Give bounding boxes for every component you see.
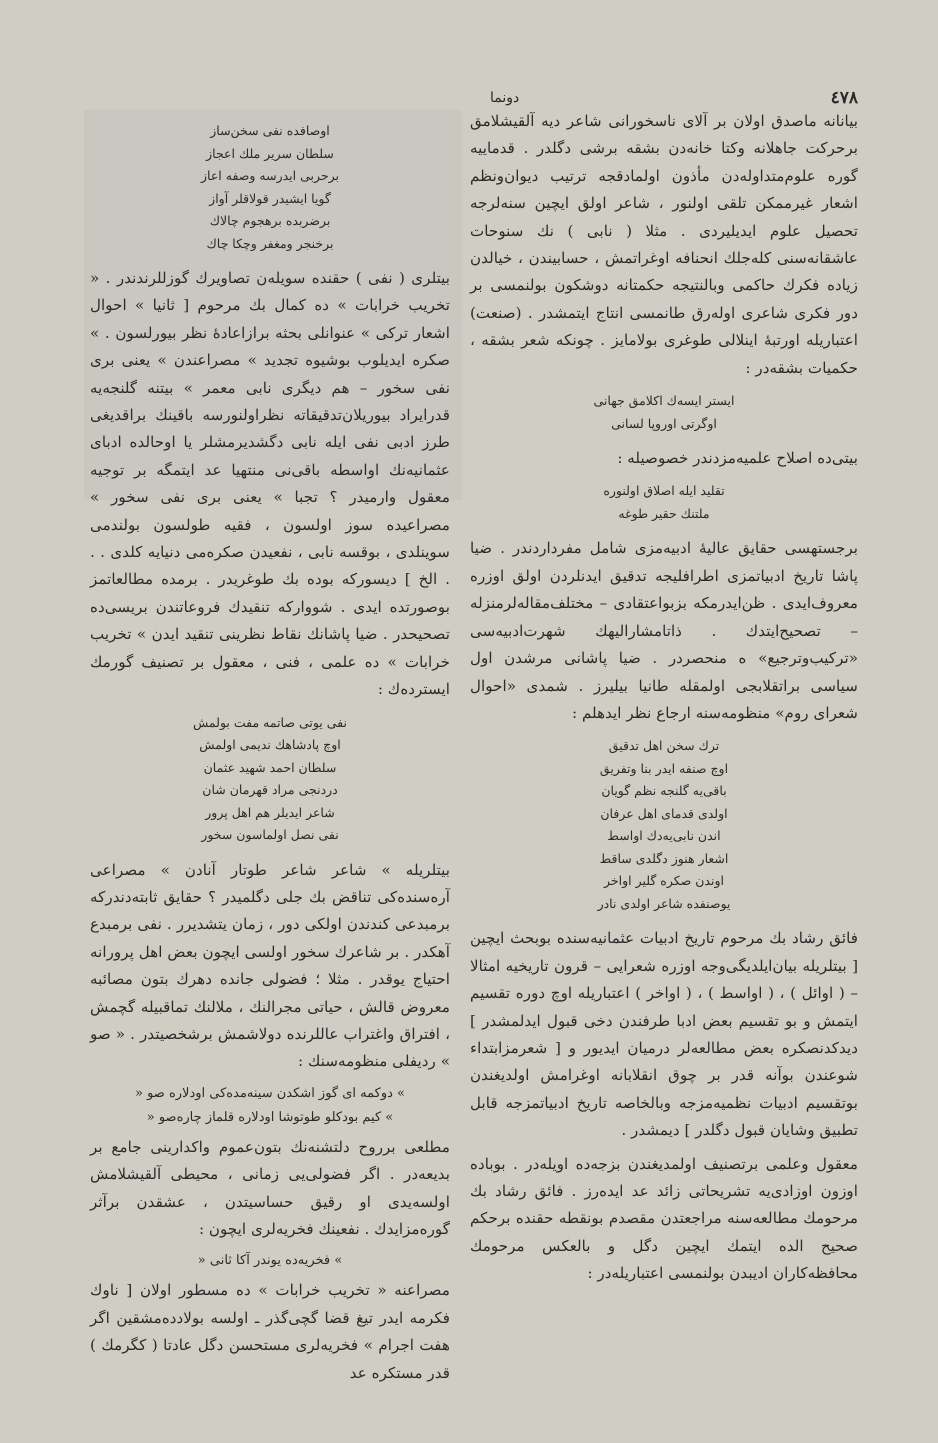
verse-block	[470, 480, 858, 525]
left-column	[90, 112, 450, 1393]
verse-line: تقلید ایله اصلاق اولنوره	[603, 483, 725, 499]
verse-block	[90, 120, 450, 255]
verse-line: دردنجی مراد قهرمان شان	[202, 782, 338, 797]
right-column	[470, 108, 858, 1294]
verse-line: برحربی ایدرسه وصفه اعاز	[201, 168, 339, 183]
verse-block	[90, 712, 450, 847]
page-number: ٤٧٨	[830, 88, 858, 108]
verse-line: نفی نصل اولماسون سخور	[201, 827, 339, 842]
paragraph: معقول وعلمی برتصنیف اولمدیغندن بزجه‌ده اویله‌در . بوباده اوزون اوزادی‌یه تشریحاتی زائد عد ایده‌رز . فائق رشاد بك مرحومك مطالعه‌سنه مراجعتدن مقصدم بونقطه حقنده برحکم صحیح الده ایتمك ایچین دگل و بالعکس مرحومك محافظه‌کاران ادیبدن بولنمسی اعتباریله‌در :	[470, 1154, 858, 1283]
paragraph: فائق رشاد بك مرحوم تاریخ ادبیات عثمانیه‌سنده بوبحث ایچین [ بیتلریله بیان‌ایلدیگی‌وجه اوزره شعرایی – قرون تاریخیه امثالا – ( اوائل ) ، ( اواسط ) ، ( اواخر ) اعتباریله اوچ دوره تقسیم ایتمش و بو تقسیم بعض ادبا طرفندن دخی قبول ایدلمشدر ] دیدکدنصکره بعض مطالعه‌لر درمیان ایدیور و [ شعرمزابتداء شوعندن بوآنه قدر بر چوق انقلابانه اوغرامش اولدیغندن بوتقسیم ادبیات نظمیه‌مزجه وبالخاصه تاریخ ادبیاتمزجه قابل تطبیق وشایان قبول دگلدر ] دیمشدر .	[470, 929, 858, 1140]
verse-line: گویا ایشیدر قولاقلر آواز	[209, 190, 331, 206]
verse-block	[470, 735, 858, 915]
running-title: دونما	[490, 90, 520, 106]
verse-line: اندن نابی‌یه‌دك اواسط	[607, 828, 721, 844]
verse-line: ترك سخن اهل تدقیق	[608, 738, 720, 754]
paragraph: برجستهسی حقایق عالیهٔ ادبیه‌مزی شامل مفرداردندر . ضیا پاشا تاریخ ادبیاتمزی اطرافلیجه تدقیق ایدنلردن اولق اوزره معروف‌ایدی . ظن‌ایدرمکه بزبواعتقادی – مختلف‌مقاله‌لرمنزله – تصحیح‌ایتدك . ذاتا‌مشارالیهك شهرت‌ادبیه‌سی «ترکیب‌وترجیع» ه منحصردر . ضیا پاشانی مرشدن اول سیاسی براتقلابجی اولمقله طانیا بیلیرز . شمدی «احوال شعرای روم» منظومه‌سنه ارجاع نظر ایدهلم :	[470, 539, 858, 722]
verse-line: » دوکمه ای گوز اشکدن سینه‌مده‌کی اودلاره صو «	[135, 1085, 405, 1101]
verse-block	[90, 1249, 450, 1273]
verse-line: اوندن صکره گلیر اواخر	[604, 873, 724, 889]
verse-line: باقی‌یه گلنجه نظم گویان	[601, 783, 727, 799]
verse-line: برضربده برهجوم چالاك	[209, 213, 331, 228]
verse-line: شاعر ایدیلر هم اهل پرور	[205, 804, 335, 820]
paragraph: بیتلری ( نفی ) حقنده سویله‌ن تصاویرك گوزللرندندر . « تخریب خرابات » ده کمال بك مرحوم [ ثانیا » احوال اشعار ترکی » عنوانلی بحثه برازاعادهٔ نظر بیورلسون . » صکره ایدیلوب بوشیوه تجدید » مصراعندن » یعنی بری نفی سخور – هم دیگری نابی معمر » بیتنه گلنجه‌یه قدرایراد بیوریلان‌تدقیقاته نظراولنورسه باقینك براقدیغی طرز ادبی نفی ایله نابی دگشدیرمشلر یا اوحالده ادبای عثمانیه‌نك اواسطه باقی‌نی منتهیا عد ایتمگه بر توجیه معقول وارمیدر ؟ تجبا » یعنی بری نفی سخور » مصراعیده سوز اولسون ، فقیه طولسون بولندمی سوینلدی ، بوقسه نابی ، نفعیدن صکره‌می دنیایه کلدی . . . الخ ] دیسورکه بوده بك طوغریدر . برمده مطالعاتمز بوصورتده ایدی . شووارکه تنقیدك فروعاتندن بریسی‌ده تصحیحدر . ضیا پاشانك نقاط نظرینی تنقید ایدن » تخریب خرابات » ده علمی ، فنی ، معقول بر تصنیف گورمك ایسترده‌ك :	[90, 269, 450, 699]
paragraph: بیتلریله » شاعر شاعر طوتار آنادن » مصراعی آره‌سنده‌کی تناقض بك جلی دگلمیدر ؟ حقایق ثابته‌دندرکه برمبدعی کندندن اولکی دور ، زمان یتشدیرر . نفی برمبدع آهکدر . بر شاعرك سخور اولسی ایچون بعض اهل پرورانه احتیاج یوقدر . مثلا ؛ فضولی جانده دهرك بتون مصائبه معروض قالش ، حیاتی مجرالنك ، ملالنك تماقبیله گچمش ، افتراق واغتراب عاللرنده دولاشمش برشخصیتدر . « صو » ردیفلی منظومه‌سنك :	[90, 860, 450, 1071]
paragraph: مصراعنه « تخریب خرابات » ده مسطور اولان [ ناوك فکرمه ایدر تیغ قضا گچی‌گذر ـ اولسه بولادده‌مشقین اگر هفت اجرام » فخریه‌لری مستحسن دگل عادتا ( کگرمك ) قدر مستکره عد	[90, 1281, 450, 1382]
verse-line: برخنجر ومغفر وچکا چاك	[206, 235, 334, 251]
verse-line: اوگرتی اوروپا لسانی	[611, 415, 717, 431]
verse-block	[470, 390, 858, 435]
verse-line: ملتنك حقیر طوغه	[618, 505, 710, 521]
verse-line: » کیم بودکلو طوتوشا اودلاره قلماز چاره‌صو «	[146, 1109, 394, 1125]
verse-line: اوصافده نفی سخن‌ساز	[210, 123, 330, 138]
verse-line: سلطان سریر ملك اعجاز	[206, 145, 334, 161]
paragraph: مطلعی برروح دلتشنه‌نك بتون‌عموم واکدارینی جامع بر بدیعه‌در . اگر فضولی‌یی زمانی ، محیطی آلقیشلامش اولسه‌یدی او رقیق حساسیتدن ، عشقدن برآثر گوره‌مزایدك . نفعینك فخریه‌لری ایچون :	[90, 1137, 450, 1238]
page-header	[60, 88, 878, 110]
verse-line: یوصنفده شاعر اولدی نادر	[597, 895, 731, 911]
paragraph: بیتی‌ده اصلاح علمیه‌مزدندر خصوصیله :	[617, 449, 858, 468]
verse-line: اولدی قدمای اهل عرفان	[600, 805, 728, 821]
paragraph: بیانانه ماصدق اولان بر آلای ناسخورانی شاعر دیه آلقیشلامق برحرکت جاهلانه وکتا خانه‌دن بشقه برشی دگلدر . قدماییه گوره علوم‌متداوله‌دن مأذون اولمادقجه ترتیب دیوان‌ونظم اشعار غیرممکن تلقی اولنور ، شاعر اولق ایچین سنه‌لرجه تحصیل علوم ایدیلیردی . مثلا ( نابی ) نك سنوحات عاشقانه‌سنی کله‌جلك انحنافه اوغراتمش ، حسابیندن ، خیالدن زیاده فکرك حاکمی وبالنتیجه حکمتانه دوشکون بولنمسی بر دور فکری شاعری اوله‌رق طانمسی انتاج ایتمشدر . (صنعت) اعتباریله اورتبهٔ اینلالی طوغری بولامایز . چونکه شعر بشقه ، حکمیات بشقه‌در :	[470, 112, 858, 377]
verse-line: سلطان احمد شهید عثمان	[203, 759, 337, 775]
verse-line: نفی یوتی صاتمه مفت بولمش	[193, 714, 347, 730]
verse-line: » فخریه‌ده یوندر آکا ثانی «	[197, 1253, 343, 1269]
verse-line: اشعار هنوز دگلدی ساقط	[599, 850, 729, 866]
verse-line: ایستر ایسه‌ك اکلامق جهانی	[593, 393, 735, 409]
verse-line: اوچ پادشاهك ندیمی اولمش	[199, 737, 341, 752]
verse-block	[90, 1082, 450, 1130]
verse-line: اوچ صنفه ایدر بنا وتفریق	[599, 760, 729, 776]
